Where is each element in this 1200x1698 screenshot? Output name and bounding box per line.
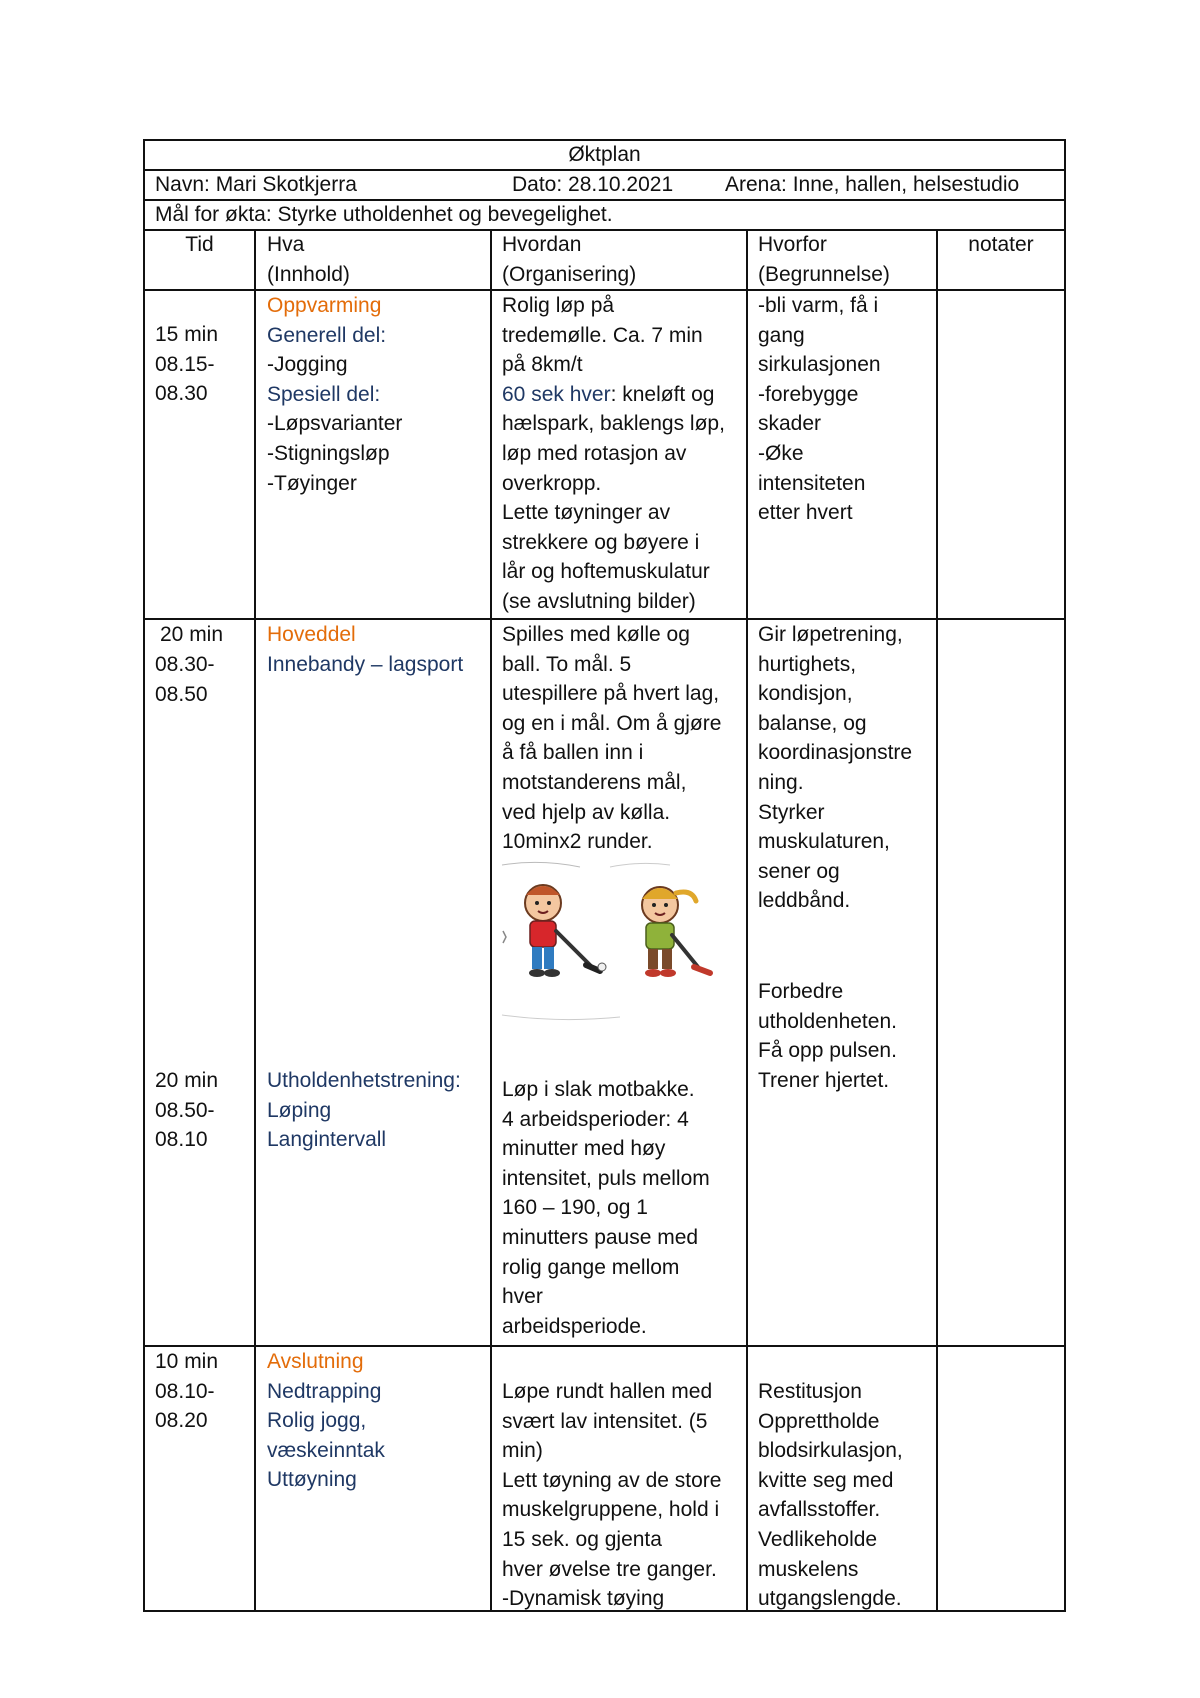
column-header-hvordan: Hvordan (Organisering) [502, 233, 637, 286]
column-divider [254, 229, 256, 1612]
column-header-notater: notater [968, 233, 1034, 256]
row2-tid-a-time: 08.30- 08.50 [155, 653, 215, 706]
row1-tid: 15 min 08.15- 08.30 [155, 323, 219, 406]
table-border-right [1064, 139, 1066, 1612]
row3-hvorfor: Restitusjon Opprettholde blodsirkulasjon, kvitte seg med avfallsstoffer. Vedlikeholde muskelens utgangslengde. [758, 1380, 903, 1611]
column-divider [746, 229, 748, 1612]
session-goal: Mål for økta: Styrke utholdenhet og bevegelighet. [155, 203, 613, 226]
row3-tid: 10 min 08.10- 08.20 [155, 1350, 219, 1433]
row1-hvordan: Rolig løp på tredemølle. Ca. 7 min på 8km/t 60 sek hver: kneløft og hælspark, baklengs løp, løp med rotasjon av overkropp. Lette tøyninger av strekkere og bøyere i lår og hoftemuskulatur (se avslutning bilder) [502, 294, 725, 613]
column-header-tid: Tid [185, 233, 214, 256]
row3-hva: Avslutning Nedtrapping Rolig jogg, væskeinntak Uttøyning [267, 1350, 385, 1492]
page-title: Øktplan [568, 143, 641, 166]
row2-hvorfor-a: Gir løpetrening, hurtighets, kondisjon, balanse, og koordinasjonstre ning. Styrker muskulaturen, sener og leddbånd. [758, 623, 913, 913]
row2-hvordan-b: Løp i slak motbakke. 4 arbeidsperioder: 4 minutter med høy intensitet, puls mellom 160 – 190, og 1 minutters pause med rolig gange mellom hver arbeidsperiode. [502, 1078, 710, 1338]
column-divider [490, 229, 492, 1612]
row2-hvordan-a: Spilles med kølle og ball. To mål. 5 utespillere på hvert lag, og en i mål. Om å gjøre å få ballen inn i motstanderens mål, ved hjelp av kølla. 10minx2 runder. [502, 623, 722, 854]
column-divider [936, 229, 938, 1612]
column-header-hva: Hva (Innhold) [267, 233, 350, 286]
row3-hvordan: Løpe rundt hallen med svært lav intensitet. (5 min) Lett tøyning av de store muskelgruppene, hold i 15 sek. og gjenta hver øvelse tre ganger. -Dynamisk tøying [502, 1380, 722, 1611]
row2-hvorfor-b: Forbedre utholdenheten. Få opp pulsen. Trener hjertet. [758, 980, 897, 1092]
table-border-left [143, 139, 145, 1612]
floorball-players-illustration [500, 855, 730, 1025]
column-header-hvorfor: Hvorfor (Begrunnelse) [758, 233, 890, 286]
row2-tid-b: 20 min 08.50- 08.10 [155, 1069, 219, 1152]
row1-hva: Oppvarming Generell del: -Jogging Spesiell del: -Løpsvarianter -Stigningsløp -Tøyinger [267, 294, 403, 495]
row1-hvorfor: -bli varm, få i gang sirkulasjonen -forebygge skader -Øke intensiteten etter hvert [758, 294, 881, 525]
row2-hva-b: Utholdenhetstrening: Løping Langintervall [267, 1069, 461, 1152]
arena-field: Arena: Inne, hallen, helsestudio [725, 173, 1020, 196]
floorball-players-icon [500, 855, 730, 1025]
row2-hva-a: Hoveddel Innebandy – lagsport [267, 623, 464, 676]
date-field: Dato: 28.10.2021 [512, 173, 674, 196]
name-field: Navn: Mari Skotkjerra [155, 173, 357, 196]
row2-tid-a: 20 min [160, 623, 224, 646]
